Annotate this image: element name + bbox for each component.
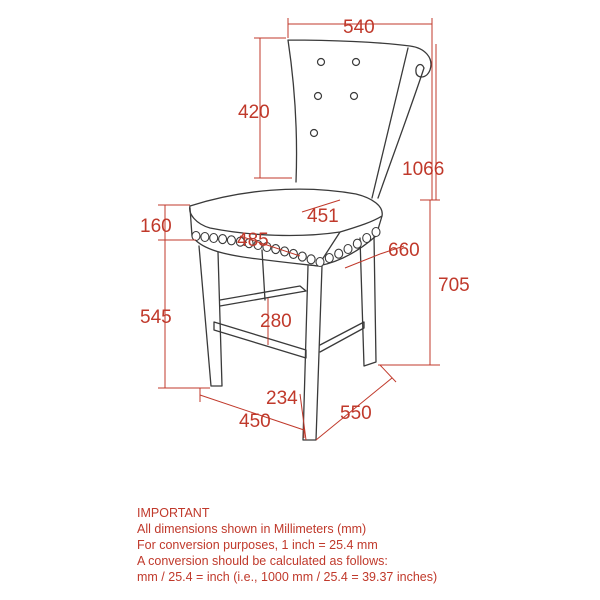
nailhead: [372, 228, 380, 237]
note-line-4: mm / 25.4 = inch (i.e., 1000 mm / 25.4 = 39.37 inches): [137, 570, 438, 584]
nailhead: [298, 252, 306, 261]
label-seat-diagonal: 660: [388, 240, 420, 261]
dimension-lines: [158, 18, 440, 440]
label-seat-depth: 451: [307, 206, 339, 227]
seat-top: [190, 189, 383, 235]
label-stretcher-gap: 234: [266, 388, 298, 409]
note-line-1: All dimensions shown in Millimeters (mm): [137, 522, 367, 536]
label-leg-height: 545: [140, 307, 172, 328]
label-overall-height: 1066: [402, 159, 445, 180]
nailhead-trim: [192, 228, 380, 267]
note-line-2: For conversion purposes, 1 inch = 25.4 mm: [137, 538, 378, 552]
backrest-buttons: [311, 59, 360, 137]
stretcher-side: [320, 322, 364, 352]
note-heading: IMPORTANT: [137, 506, 210, 520]
nailhead: [363, 234, 371, 243]
label-seat-height: 705: [438, 275, 470, 296]
nailhead: [227, 236, 235, 245]
nailhead: [344, 245, 352, 254]
nailhead: [219, 235, 227, 244]
nailhead: [316, 258, 324, 267]
nailhead: [201, 233, 209, 242]
nailhead: [325, 254, 333, 263]
label-seat-width: 485: [237, 230, 269, 251]
label-base-depth: 550: [340, 403, 372, 424]
leg-front-left: [199, 246, 222, 386]
label-seat-thickness: 160: [140, 216, 172, 237]
nailhead: [335, 249, 343, 258]
stretcher-back: [220, 286, 306, 306]
leg-back-right: [360, 236, 376, 366]
nailhead: [192, 232, 200, 241]
label-back-height: 420: [238, 102, 270, 123]
nailhead: [307, 255, 315, 264]
label-base-width: 450: [239, 411, 271, 432]
important-note: [137, 505, 437, 585]
label-stretcher-height: 280: [260, 311, 292, 332]
nailhead: [353, 239, 361, 248]
label-top-width: 540: [343, 17, 375, 38]
nailhead: [210, 234, 218, 243]
note-line-3: A conversion should be calculated as follows:: [137, 554, 388, 568]
